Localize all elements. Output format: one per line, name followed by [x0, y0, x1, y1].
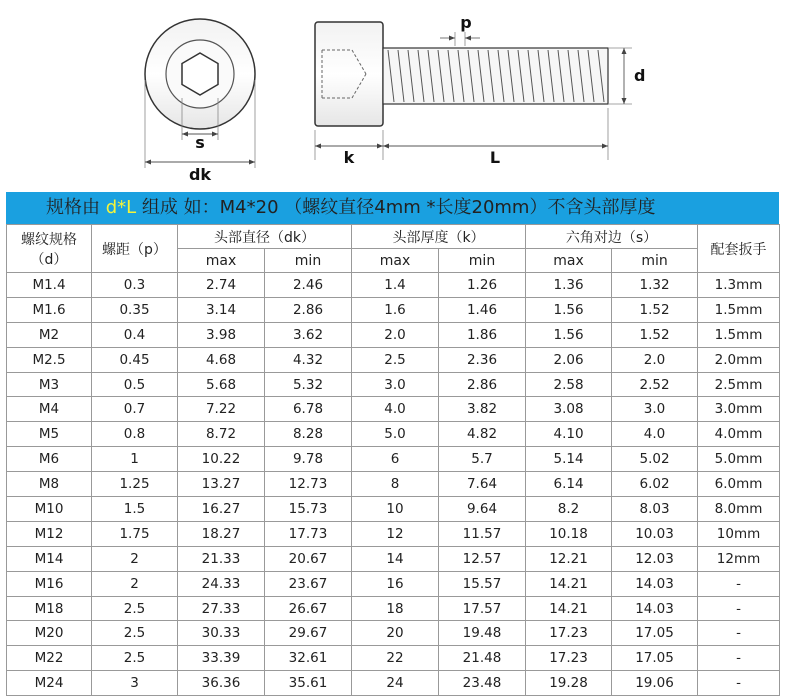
cell-s-min: 19.06: [612, 671, 698, 696]
table-row: [7, 546, 780, 571]
header-k: 头部厚度（k）: [352, 225, 526, 249]
cell-wrench: -: [698, 646, 780, 671]
table-row: [7, 422, 780, 447]
cell-s-max: 14.21: [526, 571, 612, 596]
screw-dimension-diagram: [0, 0, 785, 190]
cell-k-min: 5.7: [439, 447, 526, 472]
cell-k-max: 22: [352, 646, 439, 671]
cell-dk-max: 33.39: [178, 646, 265, 671]
cell-dk-min: 35.61: [265, 671, 352, 696]
table-row: [7, 472, 780, 497]
header-k-min: min: [439, 249, 526, 273]
cell-spec: M6: [7, 447, 92, 472]
cell-dk-max: 36.36: [178, 671, 265, 696]
header-dk-min: min: [265, 249, 352, 273]
cell-dk-min: 9.78: [265, 447, 352, 472]
cell-pitch: 2.5: [92, 596, 178, 621]
cell-k-max: 5.0: [352, 422, 439, 447]
cell-k-min: 11.57: [439, 521, 526, 546]
cell-pitch: 0.8: [92, 422, 178, 447]
cell-wrench: 12mm: [698, 546, 780, 571]
cell-spec: M24: [7, 671, 92, 696]
cell-k-min: 4.82: [439, 422, 526, 447]
cell-dk-max: 4.68: [178, 347, 265, 372]
cell-dk-min: 4.32: [265, 347, 352, 372]
cell-s-min: 6.02: [612, 472, 698, 497]
cell-wrench: 2.5mm: [698, 372, 780, 397]
cell-dk-min: 6.78: [265, 397, 352, 422]
cell-dk-min: 17.73: [265, 521, 352, 546]
cell-s-max: 19.28: [526, 671, 612, 696]
cell-k-min: 23.48: [439, 671, 526, 696]
cell-spec: M18: [7, 596, 92, 621]
cell-s-max: 8.2: [526, 497, 612, 522]
cell-k-max: 2.5: [352, 347, 439, 372]
cell-k-min: 15.57: [439, 571, 526, 596]
cell-dk-max: 30.33: [178, 621, 265, 646]
cell-wrench: 8.0mm: [698, 497, 780, 522]
cell-k-min: 7.64: [439, 472, 526, 497]
cell-wrench: 4.0mm: [698, 422, 780, 447]
table-row: [7, 347, 780, 372]
cell-s-max: 2.58: [526, 372, 612, 397]
cell-k-max: 14: [352, 546, 439, 571]
cell-k-max: 24: [352, 671, 439, 696]
cell-s-min: 10.03: [612, 521, 698, 546]
header-s-max: max: [526, 249, 612, 273]
cell-k-min: 9.64: [439, 497, 526, 522]
cell-s-min: 1.52: [612, 322, 698, 347]
cell-spec: M20: [7, 621, 92, 646]
screw-side-view: [315, 13, 645, 167]
cell-spec: M12: [7, 521, 92, 546]
header-pitch: 螺距（p）: [92, 225, 178, 273]
cell-wrench: 2.0mm: [698, 347, 780, 372]
cell-dk-min: 23.67: [265, 571, 352, 596]
cell-pitch: 2: [92, 571, 178, 596]
cell-pitch: 1.75: [92, 521, 178, 546]
table-row: [7, 571, 780, 596]
label-s: s: [195, 133, 205, 152]
title-highlight: d*L: [105, 197, 137, 218]
cell-k-min: 17.57: [439, 596, 526, 621]
table-row: [7, 621, 780, 646]
cell-wrench: -: [698, 621, 780, 646]
cell-wrench: -: [698, 571, 780, 596]
header-dk-max: max: [178, 249, 265, 273]
cell-pitch: 1: [92, 447, 178, 472]
cell-spec: M8: [7, 472, 92, 497]
cell-k-min: 1.86: [439, 322, 526, 347]
cell-s-min: 17.05: [612, 646, 698, 671]
cell-dk-max: 7.22: [178, 397, 265, 422]
cell-pitch: 0.3: [92, 273, 178, 298]
cell-dk-min: 26.67: [265, 596, 352, 621]
label-p: p: [460, 13, 472, 32]
cell-dk-min: 8.28: [265, 422, 352, 447]
cell-k-max: 1.4: [352, 273, 439, 298]
cell-k-min: 2.36: [439, 347, 526, 372]
cell-s-max: 1.56: [526, 297, 612, 322]
cell-k-max: 16: [352, 571, 439, 596]
cell-wrench: 1.3mm: [698, 273, 780, 298]
cell-s-max: 6.14: [526, 472, 612, 497]
cell-s-min: 17.05: [612, 621, 698, 646]
cell-dk-max: 24.33: [178, 571, 265, 596]
table-row: [7, 596, 780, 621]
cell-wrench: -: [698, 596, 780, 621]
cell-dk-max: 21.33: [178, 546, 265, 571]
cell-k-max: 3.0: [352, 372, 439, 397]
table-row: [7, 297, 780, 322]
cell-s-max: 10.18: [526, 521, 612, 546]
cell-spec: M5: [7, 422, 92, 447]
cell-s-max: 12.21: [526, 546, 612, 571]
cell-pitch: 1.5: [92, 497, 178, 522]
cell-s-min: 2.52: [612, 372, 698, 397]
cell-k-min: 12.57: [439, 546, 526, 571]
cell-dk-max: 3.14: [178, 297, 265, 322]
cell-pitch: 2.5: [92, 621, 178, 646]
cell-k-min: 19.48: [439, 621, 526, 646]
table-row: [7, 497, 780, 522]
cell-spec: M10: [7, 497, 92, 522]
cell-pitch: 0.7: [92, 397, 178, 422]
spec-table-body: [7, 273, 780, 696]
cell-s-max: 14.21: [526, 596, 612, 621]
cell-dk-min: 5.32: [265, 372, 352, 397]
cell-s-min: 1.32: [612, 273, 698, 298]
cell-s-max: 3.08: [526, 397, 612, 422]
cell-wrench: 1.5mm: [698, 322, 780, 347]
title-suffix: 组成 如：M4*20 （螺纹直径4mm *长度20mm）不含头部厚度: [136, 197, 656, 218]
label-L: L: [489, 148, 501, 167]
title-prefix: 规格由: [46, 197, 106, 218]
cell-dk-max: 13.27: [178, 472, 265, 497]
cell-s-min: 4.0: [612, 422, 698, 447]
cell-s-max: 17.23: [526, 646, 612, 671]
cell-spec: M1.4: [7, 273, 92, 298]
cell-s-min: 8.03: [612, 497, 698, 522]
cell-dk-max: 5.68: [178, 372, 265, 397]
cell-s-max: 5.14: [526, 447, 612, 472]
cell-k-min: 1.46: [439, 297, 526, 322]
cell-k-max: 6: [352, 447, 439, 472]
cell-pitch: 1.25: [92, 472, 178, 497]
cell-pitch: 0.35: [92, 297, 178, 322]
table-row: [7, 521, 780, 546]
cell-dk-max: 3.98: [178, 322, 265, 347]
cell-wrench: 1.5mm: [698, 297, 780, 322]
table-row: [7, 372, 780, 397]
cell-spec: M2: [7, 322, 92, 347]
cell-k-max: 2.0: [352, 322, 439, 347]
cell-k-min: 21.48: [439, 646, 526, 671]
cell-s-min: 14.03: [612, 571, 698, 596]
label-k: k: [343, 148, 355, 167]
table-row: [7, 447, 780, 472]
cell-pitch: 2: [92, 546, 178, 571]
header-s-min: min: [612, 249, 698, 273]
cell-s-max: 4.10: [526, 422, 612, 447]
label-d: d: [634, 66, 646, 85]
cell-k-max: 20: [352, 621, 439, 646]
table-row: [7, 646, 780, 671]
cell-spec: M4: [7, 397, 92, 422]
table-row: [7, 322, 780, 347]
cell-spec: M3: [7, 372, 92, 397]
cell-k-max: 4.0: [352, 397, 439, 422]
cell-k-max: 10: [352, 497, 439, 522]
cell-dk-max: 8.72: [178, 422, 265, 447]
cell-wrench: 5.0mm: [698, 447, 780, 472]
cell-k-min: 2.86: [439, 372, 526, 397]
header-k-max: max: [352, 249, 439, 273]
cell-s-max: 2.06: [526, 347, 612, 372]
cell-s-min: 2.0: [612, 347, 698, 372]
cell-s-min: 5.02: [612, 447, 698, 472]
cell-dk-min: 29.67: [265, 621, 352, 646]
table-row: [7, 397, 780, 422]
table-row: [7, 671, 780, 696]
cell-s-min: 1.52: [612, 297, 698, 322]
header-dk: 头部直径（dk）: [178, 225, 352, 249]
cell-dk-max: 10.22: [178, 447, 265, 472]
cell-wrench: 3.0mm: [698, 397, 780, 422]
cell-pitch: 0.45: [92, 347, 178, 372]
cell-k-max: 12: [352, 521, 439, 546]
cell-dk-max: 2.74: [178, 273, 265, 298]
cell-pitch: 0.5: [92, 372, 178, 397]
cell-wrench: -: [698, 671, 780, 696]
cell-dk-max: 18.27: [178, 521, 265, 546]
cell-s-max: 1.36: [526, 273, 612, 298]
cell-dk-min: 12.73: [265, 472, 352, 497]
header-spec: 螺纹规格（d）: [7, 225, 92, 273]
cell-dk-min: 20.67: [265, 546, 352, 571]
cell-pitch: 2.5: [92, 646, 178, 671]
cell-s-min: 14.03: [612, 596, 698, 621]
spec-title-bar: [6, 192, 779, 224]
cell-dk-min: 2.46: [265, 273, 352, 298]
cell-dk-min: 3.62: [265, 322, 352, 347]
table-row: [7, 273, 780, 298]
cell-k-max: 18: [352, 596, 439, 621]
header-wrench: 配套扳手: [698, 225, 780, 273]
cell-s-max: 1.56: [526, 322, 612, 347]
cell-k-max: 8: [352, 472, 439, 497]
cell-dk-max: 16.27: [178, 497, 265, 522]
cell-spec: M2.5: [7, 347, 92, 372]
cell-spec: M16: [7, 571, 92, 596]
cell-spec: M22: [7, 646, 92, 671]
cell-dk-max: 27.33: [178, 596, 265, 621]
cell-dk-min: 15.73: [265, 497, 352, 522]
cell-k-min: 1.26: [439, 273, 526, 298]
cell-pitch: 0.4: [92, 322, 178, 347]
spec-table: [6, 224, 780, 696]
cell-spec: M1.6: [7, 297, 92, 322]
cell-wrench: 10mm: [698, 521, 780, 546]
head-top-view: [145, 19, 255, 184]
cell-k-max: 1.6: [352, 297, 439, 322]
cell-s-min: 3.0: [612, 397, 698, 422]
label-dk: dk: [188, 165, 212, 184]
cell-pitch: 3: [92, 671, 178, 696]
cell-k-min: 3.82: [439, 397, 526, 422]
header-s: 六角对边（s）: [526, 225, 698, 249]
cell-s-min: 12.03: [612, 546, 698, 571]
cell-wrench: 6.0mm: [698, 472, 780, 497]
cell-dk-min: 32.61: [265, 646, 352, 671]
cell-spec: M14: [7, 546, 92, 571]
cell-s-max: 17.23: [526, 621, 612, 646]
cell-dk-min: 2.86: [265, 297, 352, 322]
